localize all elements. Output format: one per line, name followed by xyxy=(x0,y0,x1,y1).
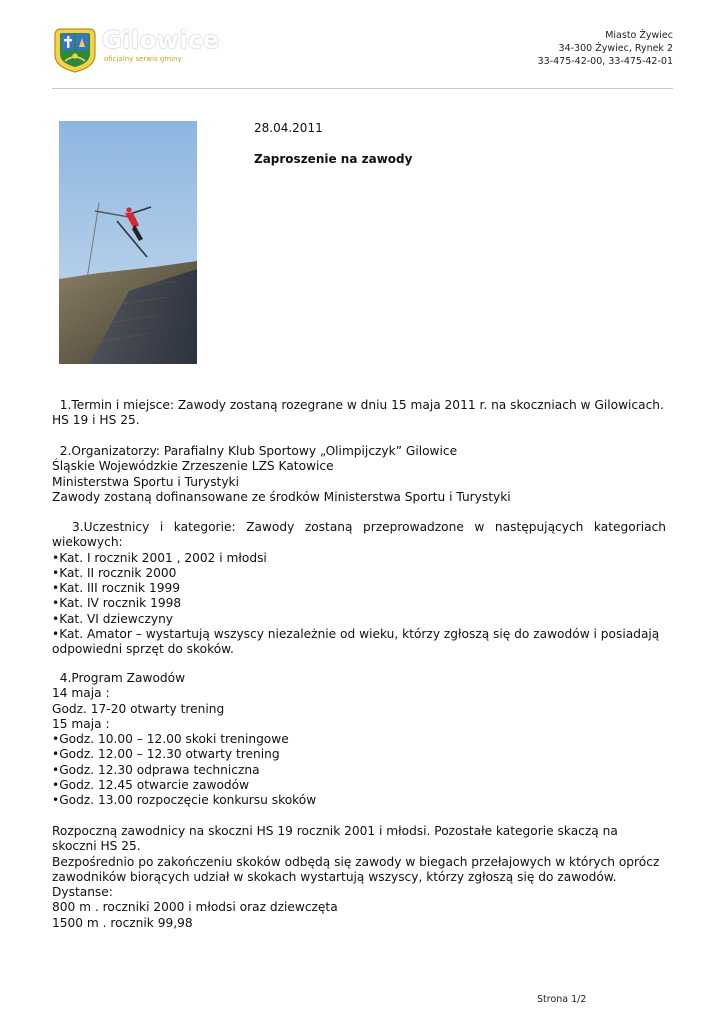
venue-line: 1.Termin i miejsce: Zawody zostaną rozegrane w dniu 15 maja 2011 r. na skoczniach w Gilowicach. xyxy=(52,398,664,412)
category-item: •Kat. IV rocznik 1998 xyxy=(52,596,182,611)
site-logo-text: Gilowice xyxy=(102,26,220,54)
site-logo-subtitle: oficjalny serwis gminy xyxy=(104,55,182,63)
program-item: •Godz. 13.00 rozpoczęcie konkursu skoków xyxy=(52,793,317,808)
detail-distance: 1500 m . rocznik 99,98 xyxy=(52,915,193,930)
funding-note: Zawody zostaną dofinansowane ze środków Ministerstwa Sportu i Turystyki xyxy=(52,489,511,504)
category-item: •Kat. I rocznik 2001 , 2002 i młodsi xyxy=(52,550,267,565)
detail-distance: 800 m . roczniki 2000 i młodsi oraz dziewczęta xyxy=(52,900,338,915)
section-organizers xyxy=(52,444,666,505)
venue-hills: HS 19 i HS 25. xyxy=(52,413,140,428)
section-categories xyxy=(52,520,666,658)
ski-jump-photo xyxy=(59,121,197,364)
address-city: Miasto Żywiec xyxy=(605,30,673,41)
category-item: •Kat. III rocznik 1999 xyxy=(52,581,180,596)
detail-distances-heading: Dystanse: xyxy=(52,885,113,900)
detail-start-order: Rozpoczną zawodnicy na skoczni HS 19 rocznik 2001 i młodsi. Pozostałe kategorie skaczą na skoczni HS 25. xyxy=(52,824,618,854)
program-day: 15 maja : xyxy=(52,716,110,731)
address-street: 34-300 Żywiec, Rynek 2 xyxy=(558,43,673,54)
section-venue xyxy=(52,398,666,429)
detail-cross-country: Bezpośrednio po zakończeniu skoków odbędą się zawody w biegach przełajowych w których oprócz zawodników biorących udział w skokach wystartują wszyscy, którzy zgłoszą się do zawodów. xyxy=(52,854,660,884)
program-item: •Godz. 12.45 otwarcie zawodów xyxy=(52,778,250,793)
category-item: •Kat. VI dziewczyny xyxy=(52,611,173,626)
page-number: Strona 1/2 xyxy=(537,994,587,1005)
program-item: •Godz. 12.30 odprawa techniczna xyxy=(52,762,260,777)
program-day: 14 maja : xyxy=(52,686,110,701)
program-item: Godz. 17-20 otwarty trening xyxy=(52,701,225,716)
address-block xyxy=(538,29,673,68)
category-item: •Kat. Amator – wystartują wszyscy niezależnie od wieku, którzy zgłoszą się do zawodów i posiadają odpowiedni sprzęt do skoków. xyxy=(52,627,660,657)
program-item: •Godz. 12.00 – 12.30 otwarty trening xyxy=(52,747,280,762)
section-program xyxy=(52,671,666,809)
program-item: •Godz. 10.00 – 12.00 skoki treningowe xyxy=(52,732,289,747)
category-item: •Kat. II rocznik 2000 xyxy=(52,565,177,580)
header-divider xyxy=(52,88,673,89)
organizer-lzs: Śląskie Wojewódzkie Zrzeszenie LZS Katowice xyxy=(52,459,334,474)
program-heading: 4.Program Zawodów xyxy=(52,671,186,685)
section-details xyxy=(52,824,666,931)
organizer-ministry: Ministerstwa Sportu i Turystyki xyxy=(52,474,239,489)
coat-of-arms-logo xyxy=(52,25,98,73)
categories-intro: 3.Uczestnicy i kategorie: Zawody zostaną przeprowadzone w następujących kategoriach wiekowych: xyxy=(52,520,666,550)
article-date: 28.04.2011 xyxy=(254,121,323,135)
organizers-line: 2.Organizatorzy: Parafialny Klub Sportowy „Olimpijczyk” Gilowice xyxy=(52,444,458,458)
address-phones: 33-475-42-00, 33-475-42-01 xyxy=(537,56,673,67)
article-title: Zaproszenie na zawody xyxy=(254,152,413,166)
